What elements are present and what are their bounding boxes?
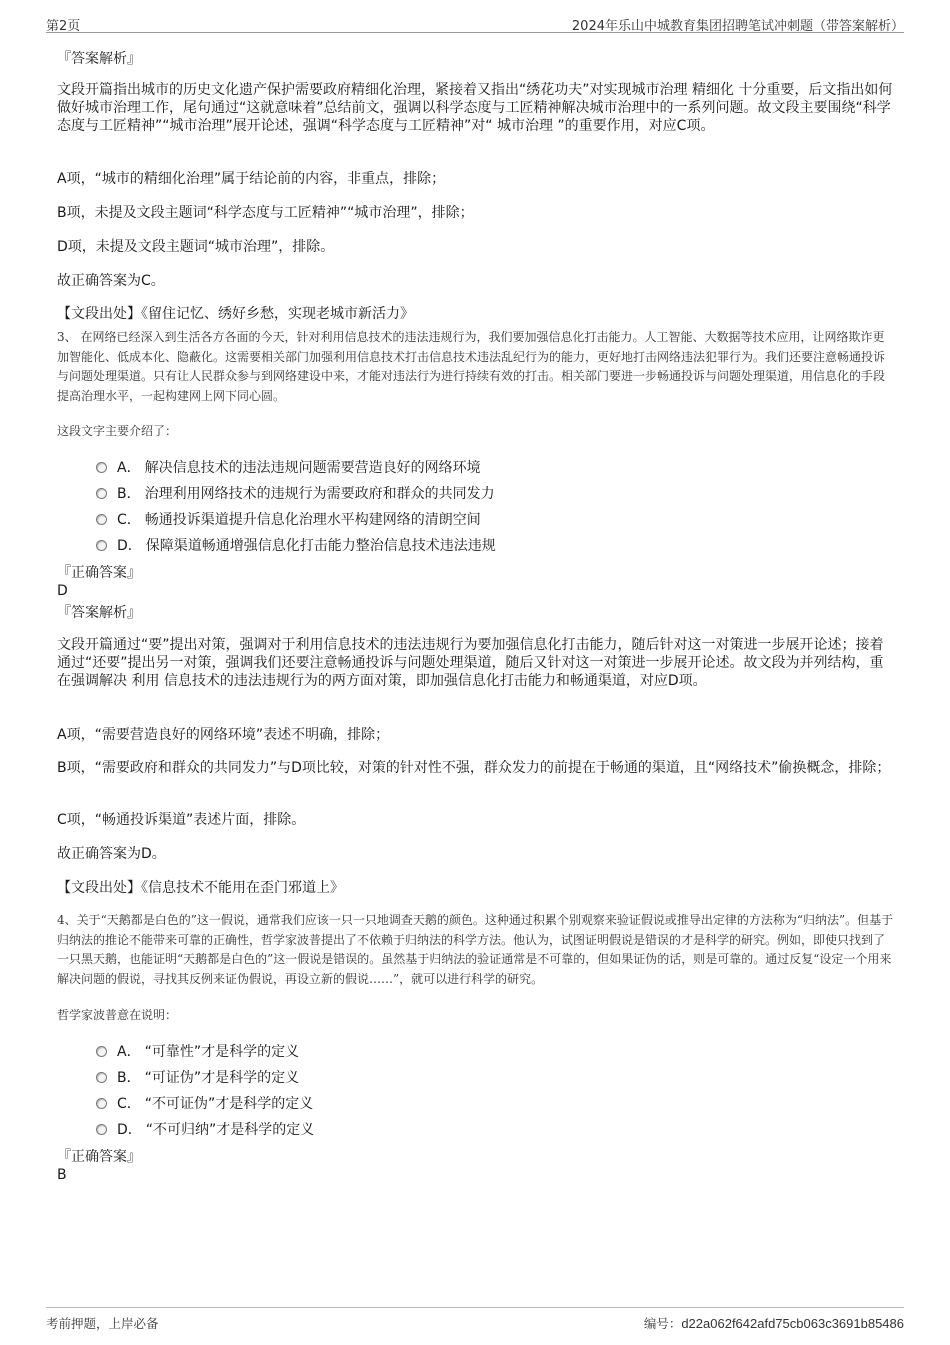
page-footer bbox=[46, 1307, 904, 1338]
q3-conclusion: 故正确答案为D。 bbox=[57, 846, 166, 862]
q3-point-b: B项，“需要政府和群众的共同发力”与D项比较，对策的针对性不强，群众发力的前提在于畅通的渠道，且“网络技术”偷换概念，排除； bbox=[57, 760, 891, 776]
q3-source: 【文段出处】《信息技术不能用在歪门邪道上》 bbox=[57, 880, 344, 896]
q4-answer: B bbox=[57, 1167, 67, 1183]
q3-option-d[interactable]: D． 保障渠道畅通增强信息化打击能力整治信息技术违法违规 bbox=[96, 532, 876, 558]
q3-stem: 3、 在网络已经深入到生活各方各面的今天，针对利用信息技术的违法违规行为，我们要加强信息化打击能力。人工智能、大数据等技术应用，让网络欺诈更加智能化、低成本化、隐蔽化。这需要相关部门加强利用信息技术打击信息技术违法乱纪行为的能力，更好地打击网络违法犯罪行为。我们还要注意畅通投诉与问题处理渠道。只有让人民群众参与到网络建设中来，才能对违法行为进行持续有效的打击。相关部门要进一步畅通投诉与问题处理渠道，用信息化的手段提高治理水平，一起构建网上网下同心圆。 bbox=[57, 330, 886, 403]
radio-button-icon[interactable] bbox=[96, 1098, 107, 1109]
q3-option-b[interactable]: B． 治理利用网络技术的违规行为需要政府和群众的共同发力 bbox=[96, 480, 876, 506]
document-title: 2024年乐山中城教育集团招聘笔试冲刺题（带答案解析） bbox=[571, 19, 904, 34]
q2-conclusion: 故正确答案为C。 bbox=[57, 273, 165, 289]
radio-button-icon[interactable] bbox=[96, 1124, 107, 1135]
q2-point-a: A项，“城市的精细化治理”属于结论前的内容，非重点，排除； bbox=[57, 171, 446, 187]
q3-prompt: 这段文字主要介绍了： bbox=[57, 424, 178, 438]
radio-button-icon[interactable] bbox=[96, 488, 107, 499]
code-label: 编号： bbox=[643, 1316, 682, 1331]
radio-button-icon[interactable] bbox=[96, 540, 107, 551]
q2-point-d: D项，未提及文段主题词“城市治理”，排除。 bbox=[57, 239, 335, 255]
q3-option-a[interactable]: A． 解决信息技术的违法违规问题需要营造良好的网络环境 bbox=[96, 454, 876, 480]
q4-prompt: 哲学家波普意在说明： bbox=[57, 1008, 178, 1022]
footer-slogan: 考前押题，上岸必备 bbox=[46, 1316, 159, 1331]
q3-correct-label: 『正确答案』 bbox=[57, 565, 141, 581]
q3-option-c[interactable]: C． 畅通投诉渠道提升信息化治理水平构建网络的清朗空间 bbox=[96, 506, 876, 532]
q4-option-c[interactable]: C． “不可证伪”才是科学的定义 bbox=[96, 1090, 876, 1116]
code-value: d22a062f642afd75cb063c3691b85486 bbox=[681, 1316, 904, 1331]
q3-point-c: C项，“畅通投诉渠道”表述片面，排除。 bbox=[57, 812, 306, 828]
q3-options bbox=[96, 454, 876, 558]
q4-option-d[interactable]: D． “不可归纳”才是科学的定义 bbox=[96, 1116, 876, 1142]
q2-source: 【文段出处】《留住记忆、绣好乡愁，实现老城市新活力》 bbox=[57, 306, 414, 322]
q3-point-a: A项，“需要营造良好的网络环境”表述不明确，排除； bbox=[57, 727, 390, 743]
q4-option-a[interactable]: A． “可靠性”才是科学的定义 bbox=[96, 1038, 876, 1064]
q3-answer: D bbox=[57, 583, 68, 599]
radio-button-icon[interactable] bbox=[96, 462, 107, 473]
q4-correct-label: 『正确答案』 bbox=[57, 1149, 141, 1165]
q2-analysis-label: 『答案解析』 bbox=[57, 51, 141, 67]
document-code bbox=[644, 1314, 904, 1332]
q4-option-b[interactable]: B． “可证伪”才是科学的定义 bbox=[96, 1064, 876, 1090]
q3-analysis-paragraph: 文段开篇通过“要”提出对策，强调对于利用信息技术的违法违规行为要加强信息化打击能力，随后针对这一对策进一步展开论述；接着通过“还要”提出另一对策，强调我们还要注意畅通投诉与问题处理渠道，随后又针对这一对策进一步展开论述。故文段为并列结构，重在强调解决 利用 信息技术的违法违规行为的两方面对策，即加强信息化打击能力和畅通渠道，对应D项。 bbox=[57, 637, 884, 689]
q2-point-b: B项，未提及文段主题词“科学态度与工匠精神”“城市治理”，排除； bbox=[57, 205, 474, 221]
q3-analysis-label: 『答案解析』 bbox=[57, 605, 141, 621]
radio-button-icon[interactable] bbox=[96, 514, 107, 525]
radio-button-icon[interactable] bbox=[96, 1046, 107, 1057]
page-header bbox=[46, 12, 904, 33]
q4-options bbox=[96, 1038, 876, 1142]
q4-stem: 4、关于“天鹅都是白色的”这一假说，通常我们应该一只一只地调查天鹅的颜色。这种通过积累个别观察来验证假说或推导出定律的方法称为“归纳法”。但基于归纳法的推论不能带来可靠的正确性，哲学家波普提出了不依赖于归纳法的科学方法。他认为，试图证明假说是错误的才是科学的研究。例如，即使只找到了一只黑天鹅，也能证明“天鹅都是白色的”这一假说是错误的。虽然基于归纳法的验证通常是不可靠的，但如果证伪的话，则是可靠的。通过反复“设定一个用来解决问题的假说，寻找其反例来证伪假说，再设立新的假说……”，就可以进行科学的研究。 bbox=[57, 913, 894, 986]
page-number: 第2页 bbox=[46, 19, 81, 34]
radio-button-icon[interactable] bbox=[96, 1072, 107, 1083]
q2-analysis-paragraph: 文段开篇指出城市的历史文化遗产保护需要政府精细化治理，紧接着又指出“绣花功夫”对实现城市治理 精细化 十分重要，后文指出如何做好城市治理工作，尾句通过“这就意味着”总结前文，强调以科学态度与工匠精神解决城市治理中的一系列问题。故文段主要围绕“科学态度与工匠精神”“城市治理”展开论述，强调“科学态度与工匠精神”对“ 城市治理 ”的重要作用，对应C项。 bbox=[57, 82, 893, 134]
